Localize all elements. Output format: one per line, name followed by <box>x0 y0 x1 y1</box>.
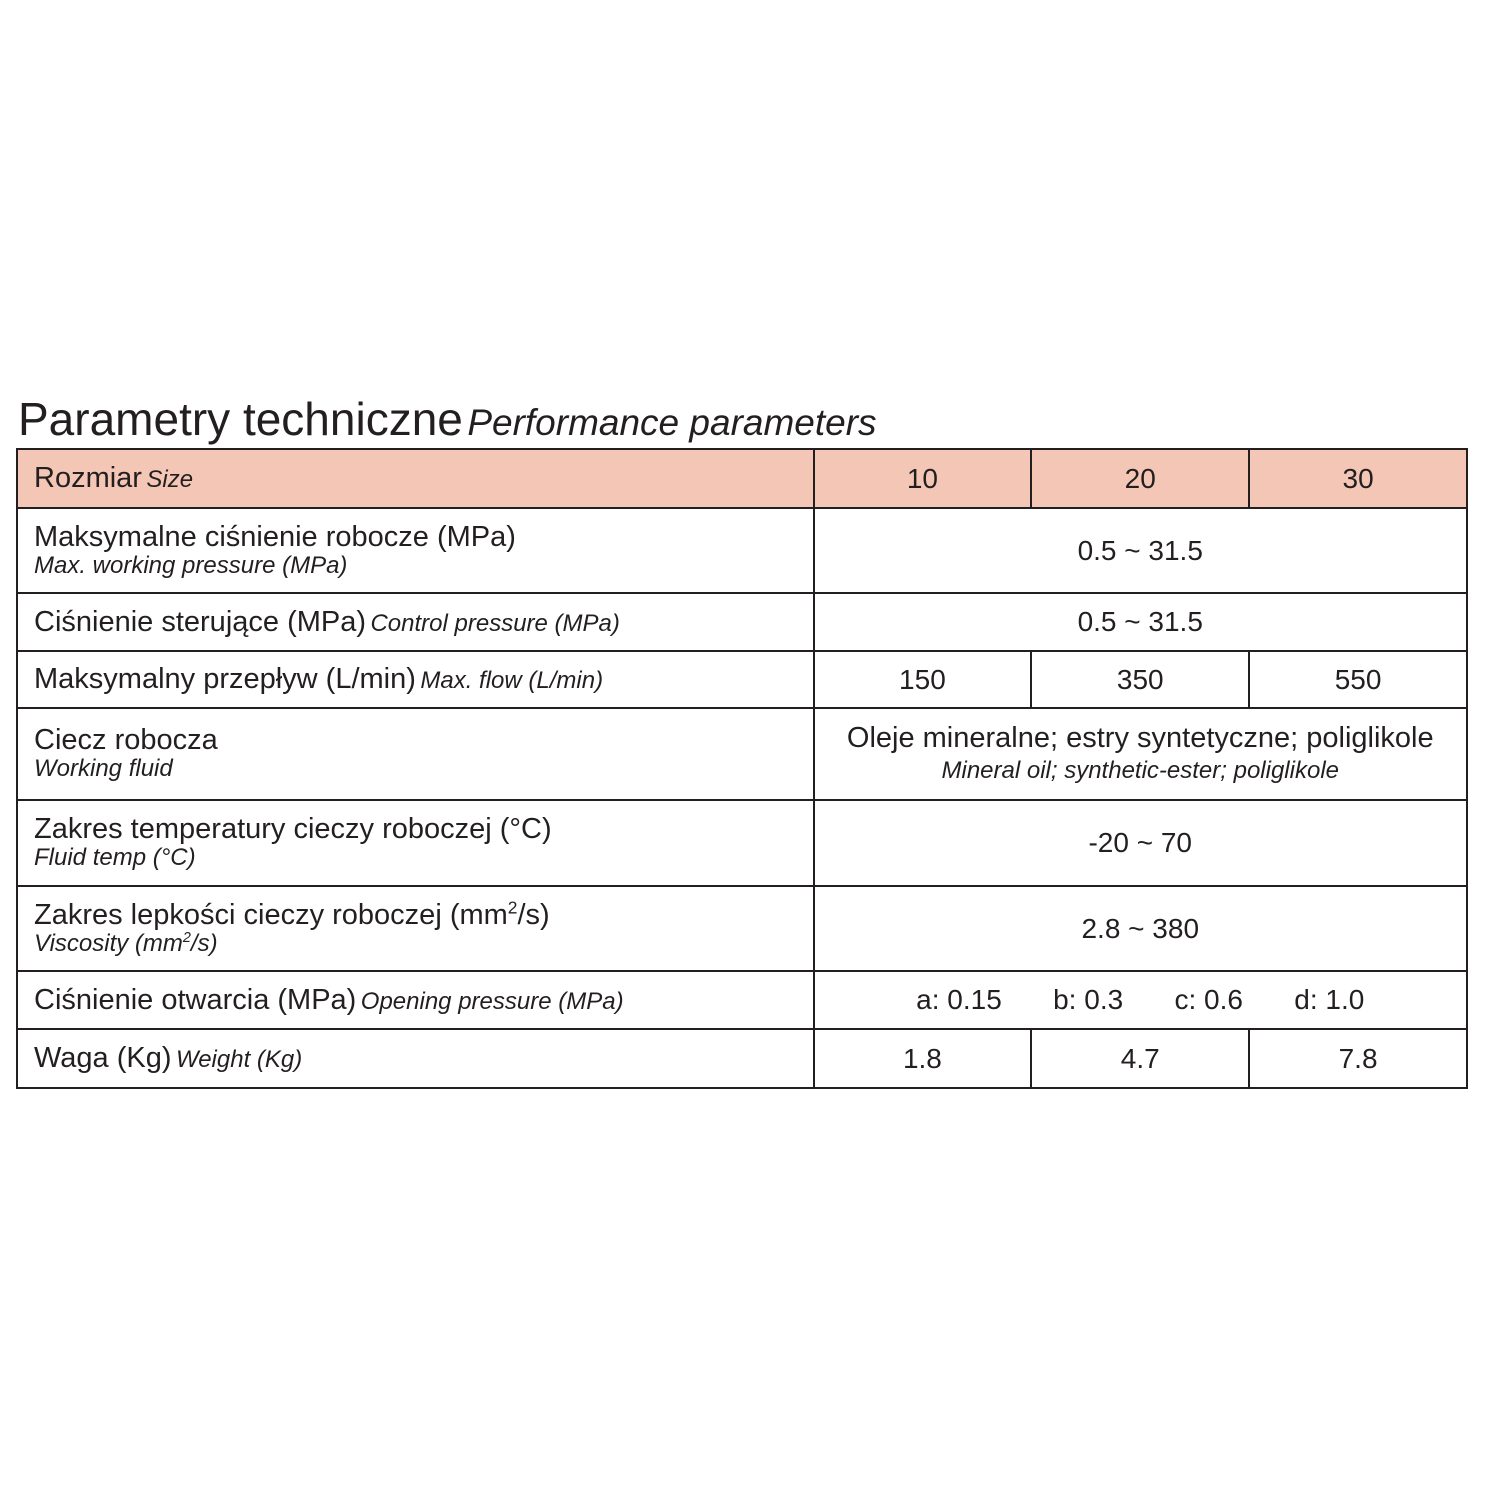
label-english: Max. flow (L/min) <box>420 667 604 694</box>
row-weight <box>17 1029 1467 1088</box>
weight-size-20: 4.7 <box>1031 1029 1249 1088</box>
label-english: Max. working pressure (MPa) <box>34 551 348 579</box>
label-english: Opening pressure (MPa) <box>360 987 624 1015</box>
row-temperature <box>17 800 1467 886</box>
header-size-10: 10 <box>814 449 1032 508</box>
label-english: Working fluid <box>34 755 173 782</box>
row-label <box>17 708 814 800</box>
page-title <box>18 392 877 446</box>
label-polish: Waga (Kg) <box>34 1042 172 1074</box>
label-polish: Ciśnienie sterujące (MPa) <box>34 605 367 638</box>
row-label <box>17 593 814 651</box>
header-label-cell <box>17 449 814 508</box>
row-label <box>17 800 814 886</box>
max-flow-size-30: 550 <box>1249 651 1467 708</box>
label-polish: Zakres lepkości cieczy roboczej $(mm^2/s)$ <box>34 896 550 931</box>
max-flow-size-20: 350 <box>1031 651 1249 708</box>
title-english: Performance parameters <box>467 402 877 443</box>
title-polish: Parametry techniczne <box>18 393 463 445</box>
row-viscosity <box>17 886 1467 971</box>
row-label <box>17 971 814 1029</box>
label-polish: Maksymalne ciśnienie robocze (MPa) <box>34 520 516 553</box>
opening-pressure-c: c: 0.6 <box>1174 984 1243 1015</box>
label-polish: Maksymalny przepływ (L/min) <box>34 663 416 695</box>
header-label-english: Size <box>146 466 194 493</box>
opening-pressure-b: b: 0.3 <box>1053 984 1124 1015</box>
viscosity-value: 2.8 ~ 380 <box>814 886 1468 971</box>
fluid-value-polish: Oleje mineralne; estry syntetyczne; poliglikole <box>846 722 1434 754</box>
working-fluid-value <box>814 708 1468 800</box>
row-control-pressure <box>17 593 1467 651</box>
header-label-polish: Rozmiar <box>34 462 142 494</box>
label-english: Weight (Kg) <box>175 1046 303 1073</box>
label-polish: Ciecz robocza <box>34 724 218 756</box>
weight-size-10: 1.8 <box>814 1029 1032 1088</box>
opening-pressure-values <box>814 971 1468 1029</box>
max-pressure-value: 0.5 ~ 31.5 <box>814 508 1468 593</box>
row-opening-pressure <box>17 971 1467 1029</box>
label-english: Control pressure (MPa) <box>370 609 620 637</box>
label-english: Fluid temp (°C) <box>34 844 196 871</box>
temperature-value: -20 ~ 70 <box>814 800 1468 886</box>
row-label <box>17 886 814 971</box>
row-max-flow <box>17 651 1467 708</box>
opening-pressure-a: a: 0.15 <box>916 984 1002 1015</box>
label-polish: Zakres temperatury cieczy roboczej (°C) <box>34 813 552 845</box>
max-flow-size-10: 150 <box>814 651 1032 708</box>
label-polish: Ciśnienie otwarcia (MPa) <box>34 983 357 1016</box>
header-size-20: 20 <box>1031 449 1249 508</box>
table-header-row <box>17 449 1467 508</box>
fluid-value-english: Mineral oil; synthetic-ester; poliglikole <box>941 757 1339 784</box>
row-working-fluid <box>17 708 1467 800</box>
row-label <box>17 1029 814 1088</box>
header-size-30: 30 <box>1249 449 1467 508</box>
parameters-table <box>16 448 1468 1089</box>
opening-pressure-d: d: 1.0 <box>1294 984 1365 1015</box>
row-label <box>17 508 814 593</box>
row-max-pressure <box>17 508 1467 593</box>
row-label <box>17 651 814 708</box>
label-english: Viscosity $(mm^2/s)$ <box>34 929 218 957</box>
weight-size-30: 7.8 <box>1249 1029 1467 1088</box>
control-pressure-value: 0.5 ~ 31.5 <box>814 593 1468 651</box>
